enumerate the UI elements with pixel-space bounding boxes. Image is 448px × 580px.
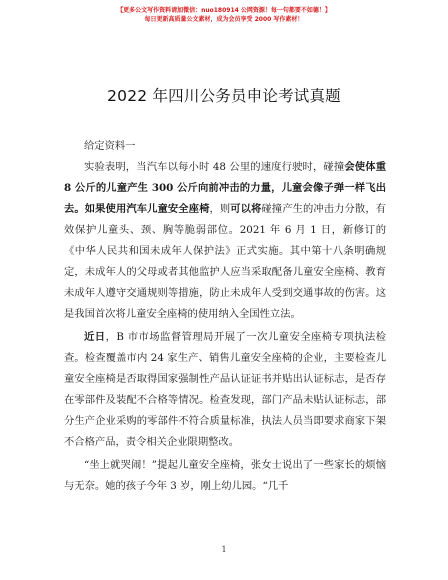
header-banner — [0, 6, 448, 24]
bold-text-segment: 会使体重 8 公斤的儿童产生 300 公斤向前冲击的力量，儿童会像子弹一样飞出去。如果使用汽车儿童安全座椅 — [64, 161, 386, 215]
paragraph — [64, 157, 386, 325]
bold-text-segment: 近日 — [84, 331, 106, 343]
paragraph — [64, 327, 386, 453]
paragraph-list — [64, 157, 386, 497]
bold-text-segment: 可以将 — [230, 203, 262, 215]
text-segment: 实验表明，当汽车以每小时 48 公里的速度行驶时，碰撞 — [84, 161, 345, 173]
header-banner-line2: 每日更新高质量公文素材，成为会员享受 2000 写作素材！ — [144, 16, 304, 23]
text-segment: 碰撞产生的冲击力分散，有效保护儿童头、颈、胸等脆弱部位。2021 年 6 月 1 日，新修订的《中华人民共和国未成年人保护法》正式实施。其中第十八条明确规定，未成年人的父母或者其他监护人应当采取配备儿童安全座椅、教育未成年人遵守交通规则等措施，防止未成年人受到交通事故的伤害。这是我国首次将儿童安全座椅的使用纳入全国性立法。 — [64, 203, 387, 320]
document-body — [64, 136, 386, 499]
header-banner-line1: 【更多公文写作资料请加微信：nuo180914 公网资源！每一句都要不如德！】 — [117, 7, 331, 14]
page-number: 1 — [221, 545, 227, 554]
document-title: 2022 年四川公务员申论考试真题 — [107, 87, 341, 105]
material-label: 给定资料一 — [84, 140, 136, 152]
paragraph — [64, 455, 386, 497]
text-segment: ，B 市市场监督管理局开展了一次儿童安全座椅专项执法检查。检查覆盖市内 24 家生产、销售儿童安全座椅的企业，主要检查儿童安全座椅是否取得国家强制性产品认证证书并贴出认证标志，是否存在零部件及装配不合格等情况。检查发现，部门产品未贴认证标志，部分生产企业采购的零部件不符合质量标准，执法人员当即要求商家下架不合格产品，责令相关企业限期整改。 — [64, 331, 387, 448]
text-segment: “坐上就哭闹！”提起儿童安全座椅，张女士说出了一些家长的烦恼与无奈。她的孩子今年 3 岁，刚上幼儿园。“几千 — [64, 459, 386, 492]
text-segment: ，则 — [209, 203, 231, 215]
